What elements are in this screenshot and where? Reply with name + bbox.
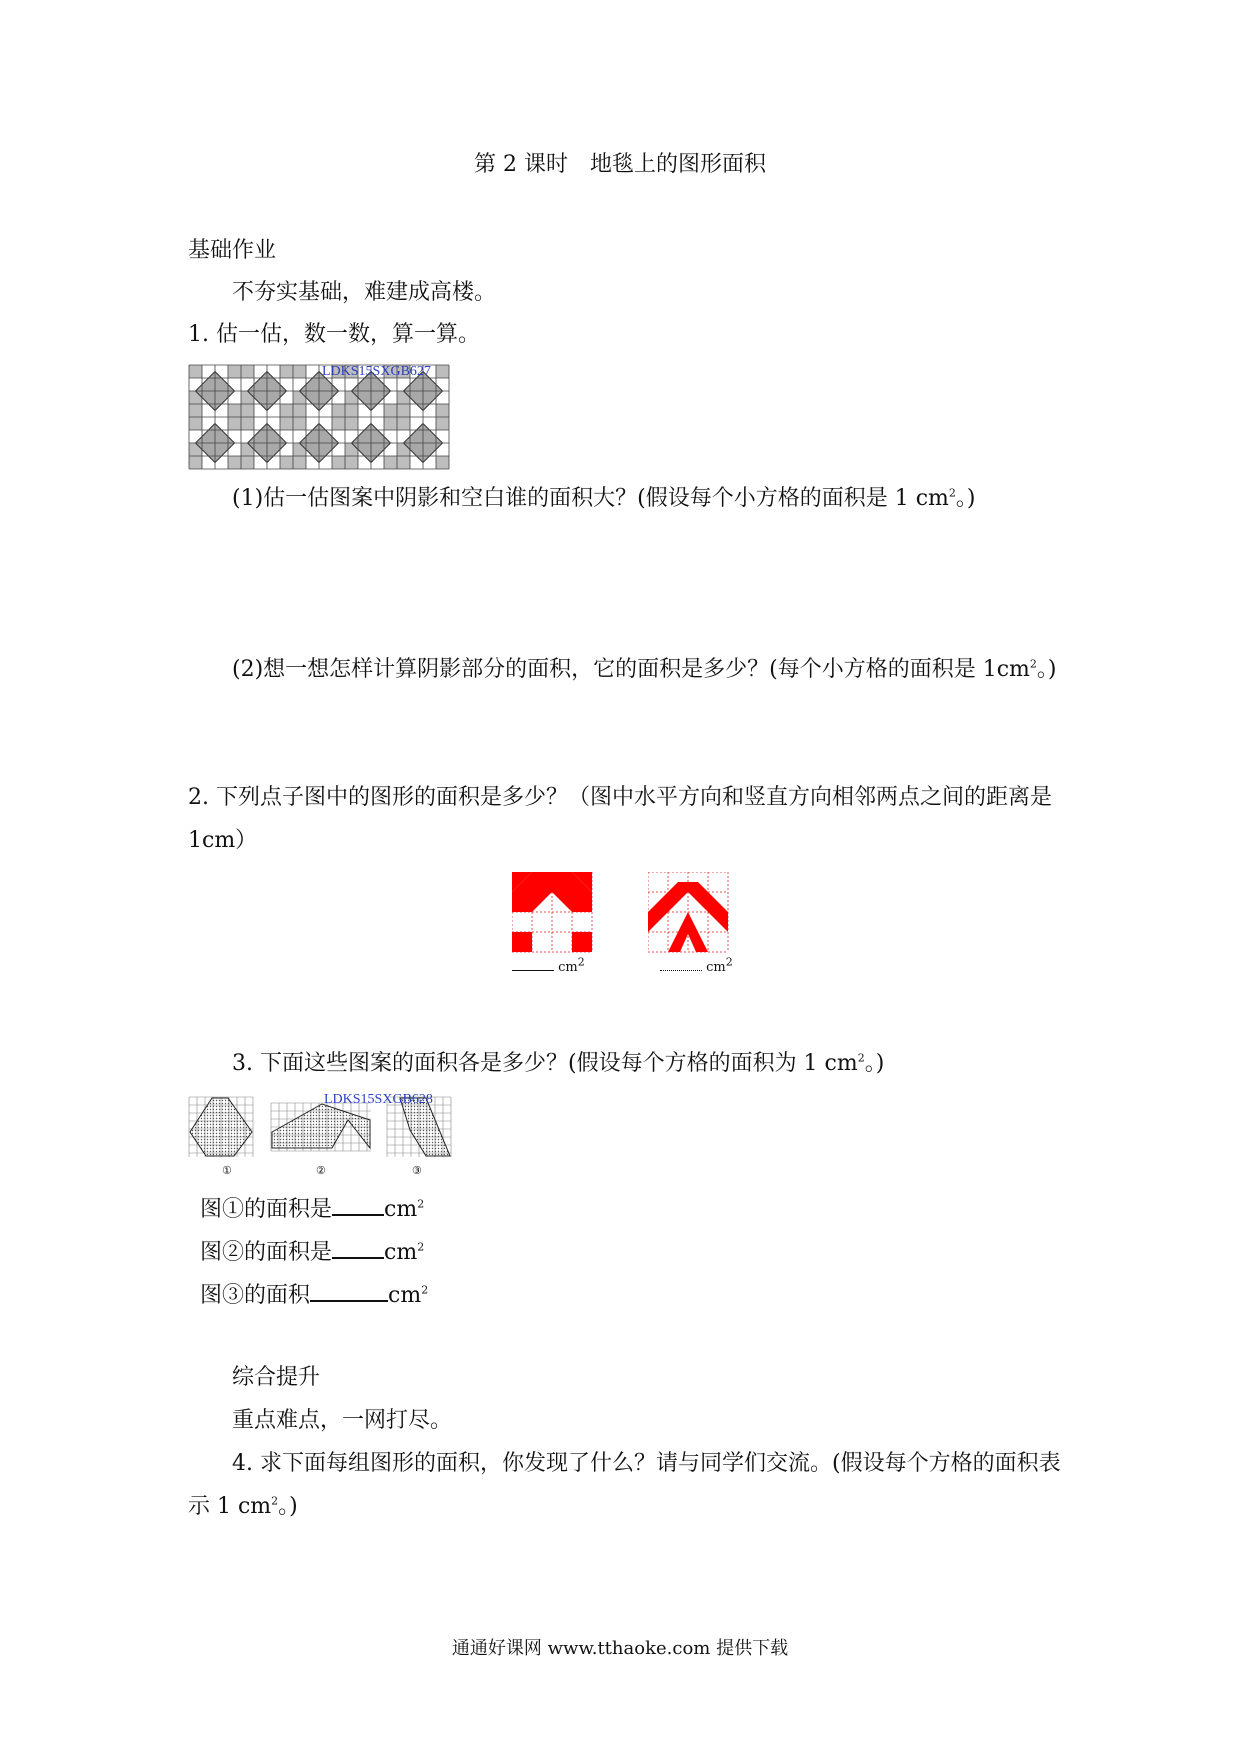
- q2-stem-line1: 2. 下列点子图中的图形的面积是多少？（图中水平方向和竖直方向相邻两点之间的距离是: [188, 785, 1052, 810]
- page-title: 第 2 课时 地毯上的图形面积: [474, 152, 766, 177]
- dot-grid-figure-b: [648, 872, 732, 956]
- q3-answer-2: 图②的面积是 $cm^2$: [200, 1235, 424, 1268]
- q1-sub2-question: (2)想一想怎样计算阴影部分的面积，它的面积是多少？(每个小方格的面积是 $1cm^2$。): [232, 657, 1057, 682]
- q3-label-3: ③: [412, 1165, 422, 1177]
- q1-resource-code: LDKS15SXGB627: [322, 364, 431, 379]
- q2-stem-line2: 1cm）: [188, 828, 258, 853]
- basic-motto: 不夯实基础，难建成高楼。: [232, 280, 497, 305]
- q3-resource-code: LDKS15SXGB628: [324, 1092, 433, 1107]
- q3-stem: 3. 下面这些图案的面积各是多少？(假设每个方格的面积为 1 $cm^2$。): [232, 1051, 885, 1076]
- section-heading-basic: 基础作业: [188, 238, 277, 263]
- q1-sub1-question: (1)估一估图案中阴影和空白谁的面积大？(假设每个小方格的面积是 1 $cm^2$。): [232, 486, 976, 511]
- advanced-motto: 重点难点，一网打尽。: [232, 1408, 453, 1433]
- q3-figure-2: [270, 1102, 372, 1152]
- dot-grid-figure-a: [512, 872, 594, 956]
- q2-answer-a: $cm^2$: [512, 958, 585, 976]
- q4-stem-line2: 示 1 $cm^2$。): [188, 1494, 298, 1519]
- q3-answer-3: 图③的面积 $cm^2$: [200, 1278, 428, 1311]
- q3-label-1: ①: [222, 1165, 232, 1177]
- q3-figure-1: [188, 1096, 254, 1158]
- q1-stem: 1. 估一估，数一数，算一算。: [188, 322, 480, 347]
- q3-answer-1: 图①的面积是 $cm^2$: [200, 1192, 424, 1225]
- section-heading-advanced: 综合提升: [232, 1365, 321, 1390]
- page-footer: 通通好课网 www.tthaoke.com 提供下载: [451, 1638, 789, 1659]
- q2-answer-b: $cm^2$: [660, 958, 733, 976]
- q4-stem-line1: 4. 求下面每组图形的面积，你发现了什么？请与同学们交流。(假设每个方格的面积表: [232, 1451, 1061, 1476]
- q3-label-2: ②: [316, 1165, 326, 1177]
